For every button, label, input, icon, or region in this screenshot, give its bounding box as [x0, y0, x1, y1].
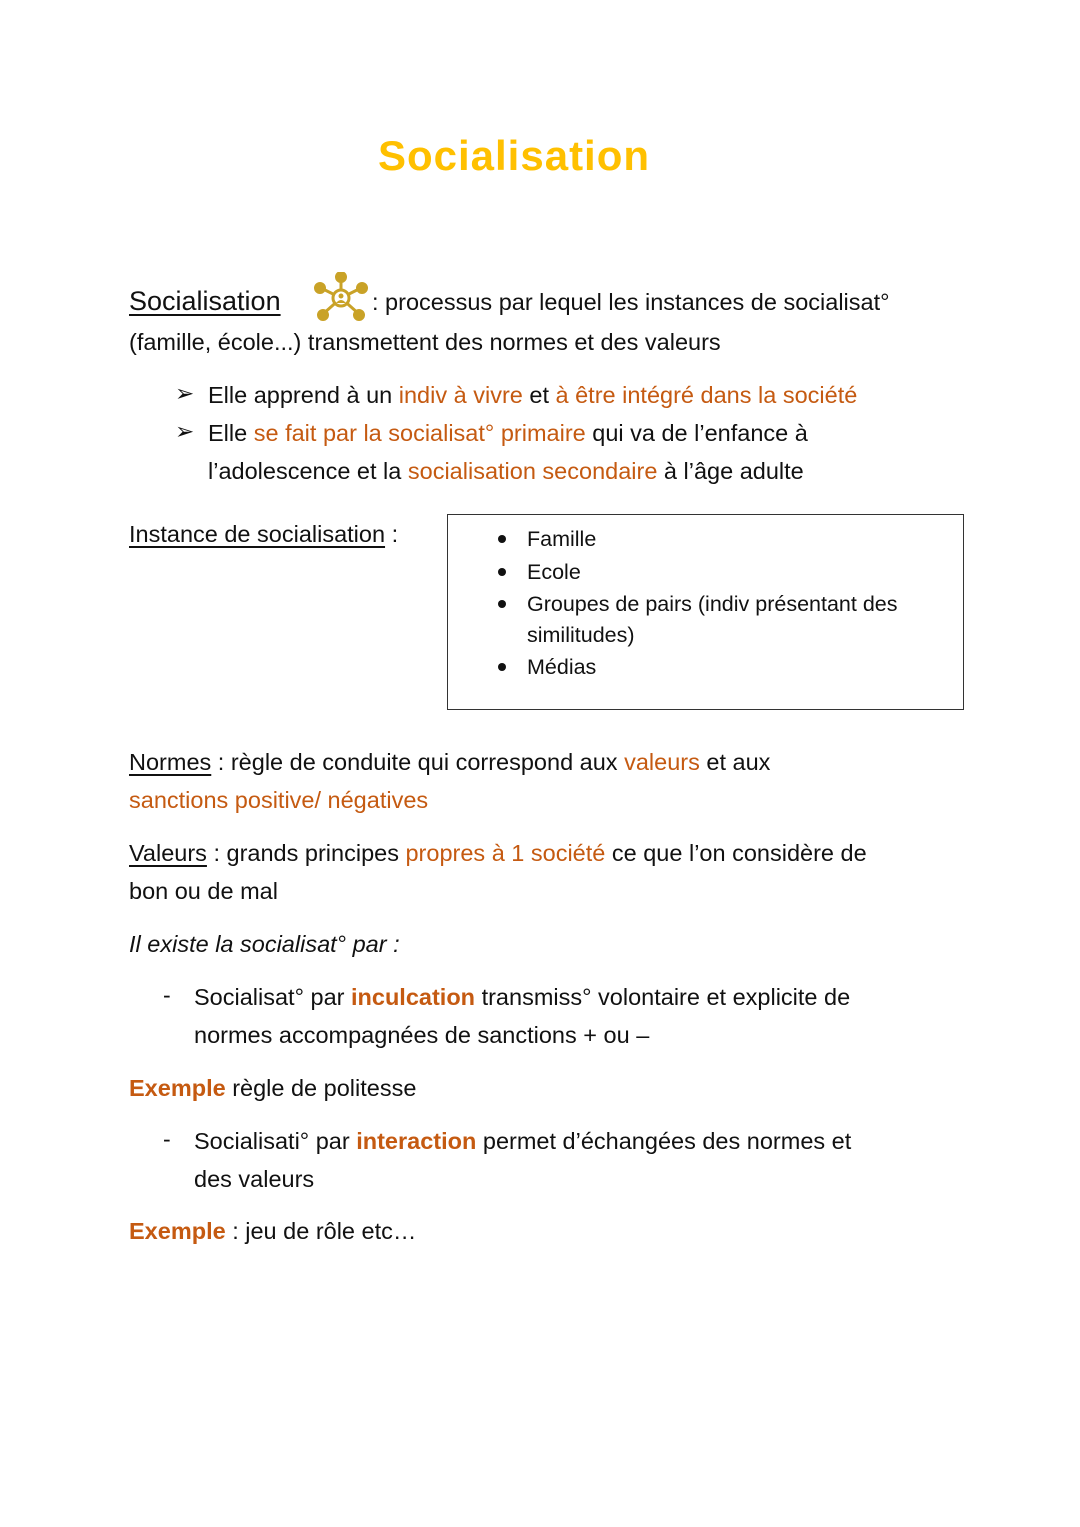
term-socialisation: Socialisation: [129, 286, 281, 316]
normes-line1: Normes : règle de conduite qui correspond aux valeurs et aux: [129, 749, 771, 775]
example-1: Exemple règle de politesse: [129, 1075, 417, 1101]
valeurs-line1: Valeurs : grands principes propres à 1 société ce que l’on considère de: [129, 840, 867, 866]
type-1-line1: Socialisat° par inculcation transmiss° volontaire et explicite de: [194, 984, 851, 1010]
bullet-dot-icon: [498, 568, 506, 576]
bullet-dot-icon: [498, 663, 506, 671]
bullet-2: Elle se fait par la socialisat° primaire qui va de l’enfance à: [208, 420, 808, 446]
instance-item: Groupes de pairs (indiv présentant des: [527, 592, 898, 616]
type-2-line2: des valeurs: [194, 1166, 315, 1192]
instance-item: Médias: [527, 655, 597, 679]
bullet-dot-icon: [498, 600, 506, 608]
arrow-bullet-icon: ➢: [175, 380, 195, 406]
definition-line2: (famille, école...) transmettent des normes et des valeurs: [129, 329, 721, 355]
arrow-bullet-icon: ➢: [175, 418, 195, 444]
definition-term: [129, 286, 281, 316]
bullet-dot-icon: [498, 535, 506, 543]
instances-label: Instance de socialisation :: [129, 521, 399, 547]
dash-bullet: -: [163, 982, 171, 1008]
instance-item: Famille: [527, 527, 597, 551]
bullet-1: Elle apprend à un indiv à vivre et à être intégré dans la société: [208, 382, 858, 408]
normes-line2: sanctions positive/ négatives: [129, 787, 429, 813]
example-2: Exemple : jeu de rôle etc…: [129, 1218, 417, 1244]
valeurs-line2: bon ou de mal: [129, 878, 278, 904]
bullet-2-cont: l’adolescence et la socialisation secondaire à l’âge adulte: [208, 458, 804, 484]
instance-item-cont: similitudes): [527, 623, 635, 647]
page-title: Socialisation: [377, 132, 651, 179]
dash-bullet: -: [163, 1126, 171, 1152]
instance-item: Ecole: [527, 560, 581, 584]
type-2-line1: Socialisati° par interaction permet d’échangées des normes et: [194, 1128, 852, 1154]
network-people-icon: [313, 272, 369, 322]
intro-text: Il existe la socialisat° par :: [129, 931, 400, 957]
definition-line1: : processus par lequel les instances de socialisat°: [372, 289, 890, 315]
type-1-line2: normes accompagnées de sanctions + ou –: [194, 1022, 650, 1048]
